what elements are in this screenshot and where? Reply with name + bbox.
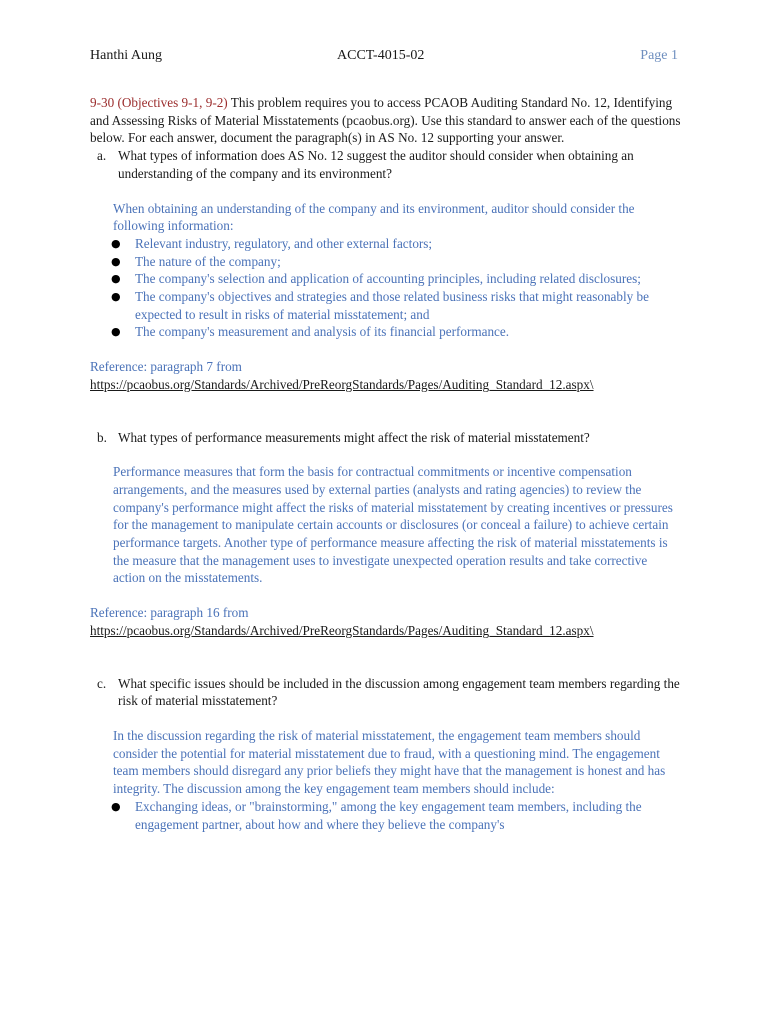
list-item: ● Relevant industry, regulatory, and other external factors; bbox=[111, 235, 433, 251]
list-item: ● The company's measurement and analysis of its financial performance. bbox=[111, 324, 510, 340]
page-number: Page 1 bbox=[640, 48, 678, 63]
question-a bbox=[90, 147, 682, 182]
reference-link-b[interactable]: https://pcaobus.org/Standards/Archived/PreReorgStandards/Pages/Auditing_Standard_12.aspx\ bbox=[90, 622, 594, 638]
answer-b: Performance measures that form the basis for contractual commitments or incentive compensation arrangements, and the measures used by external parties (analysts and rating agencies) to review the company's performance might affect the risks of material misstatement by creating incentives or pressures for the management to manipulate certain accounts or disclosures (or conceal a failure) to achieve certain performance targets. Another type of performance measure affecting the risk of material misstatements is the measure that the management uses to investigate unexpected operation results and take corrective action on the misstatements. bbox=[113, 464, 673, 586]
problem-id: 9-30 (Objectives 9-1, 9-2) bbox=[90, 95, 228, 110]
question-letter: c. bbox=[97, 675, 107, 691]
question-c bbox=[90, 675, 682, 710]
bullet-icon: ● bbox=[111, 799, 121, 813]
question-b bbox=[90, 429, 682, 447]
document-body bbox=[90, 94, 682, 833]
list-item: ● The nature of the company; bbox=[111, 253, 281, 269]
course-code: ACCT-4015-02 bbox=[337, 48, 425, 63]
answer-c-bullets bbox=[90, 798, 682, 833]
bullet-icon: ● bbox=[111, 254, 121, 268]
bullet-icon: ● bbox=[111, 325, 121, 339]
page-header bbox=[90, 47, 678, 67]
reference-b: Reference: paragraph 16 from bbox=[90, 605, 249, 621]
answer-a: When obtaining an understanding of the company and its environment, auditor should consider the following information: bbox=[113, 200, 635, 234]
question-letter: b. bbox=[97, 429, 107, 445]
list-item: ● The company's selection and application of accounting principles, including related disclosures; bbox=[111, 271, 641, 287]
bullet-icon: ● bbox=[111, 236, 121, 250]
reference-link-a[interactable]: https://pcaobus.org/Standards/Archived/PreReorgStandards/Pages/Auditing_Standard_12.aspx\ bbox=[90, 376, 594, 392]
question-letter: a. bbox=[97, 148, 107, 164]
question-text: What types of information does AS No. 12 suggest the auditor should consider when obtaining an understanding of the company and its environment? bbox=[118, 148, 634, 181]
bullet-icon: ● bbox=[111, 290, 121, 304]
problem-intro bbox=[90, 94, 682, 147]
answer-a-bullets bbox=[90, 235, 682, 341]
question-text: What specific issues should be included in the discussion among engagement team members regarding the risk of material misstatement? bbox=[118, 675, 680, 709]
author-name: Hanthi Aung bbox=[90, 48, 162, 63]
list-item: ● Exchanging ideas, or "brainstorming," among the key engagement team members, including the engagement partner, about how and where they believe the company's bbox=[111, 798, 642, 832]
bullet-icon: ● bbox=[111, 272, 121, 286]
problem-text: This problem requires you to access PCAOB Auditing Standard No. 12, Identifying and Assessing Risks of Material Misstatements (pcaobus.org). Use this standard to answer each of the questions below. For each answer, document the paragraph(s) in AS No. 12 supporting your answer. bbox=[90, 95, 681, 146]
answer-c: In the discussion regarding the risk of material misstatement, the engagement team members should consider the potential for material misstatement due to fraud, with a questioning mind. The engagement team members should disregard any prior beliefs they might have that the management is honest and has integrity. The discussion among the key engagement team members should include: bbox=[113, 727, 666, 797]
reference-a: Reference: paragraph 7 from bbox=[90, 359, 242, 375]
question-text: What types of performance measurements might affect the risk of material misstatement? bbox=[118, 429, 590, 445]
list-item: ● The company's objectives and strategies and those related business risks that might reasonably be expected to result in risks of material misstatement; and bbox=[111, 289, 649, 322]
